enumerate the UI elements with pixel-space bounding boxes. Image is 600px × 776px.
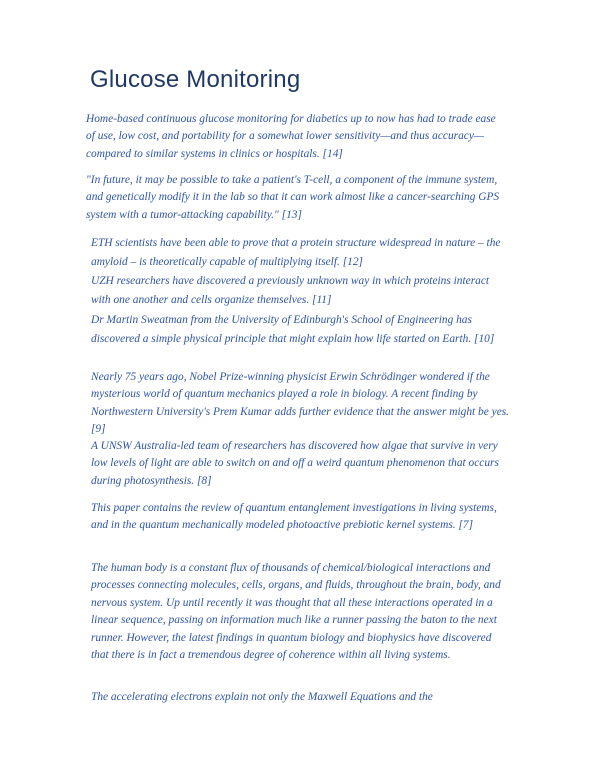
page-title: Glucose Monitoring xyxy=(90,66,301,93)
paragraph-tcell: "In future, it may be possible to take a patient's T-cell, a component of the immune system, and genetically modify it in the lab so that it can work almost like a cancer-searching GPS system with a tumor-attacking capability." [13] xyxy=(86,174,500,221)
paragraph-entanglement: This paper contains the review of quantum entanglement investigations in living systems, and in the quantum mechanically modeled photoactive prebiotic kernel systems. [7] xyxy=(91,502,497,532)
paragraph-human-body: The human body is a constant flux of thousands of chemical/biological interactions and processes connecting molecules, cells, organs, and fluids, throughout the brain, body, and nervous system. Up until recently it was thought that all these interactions operated in a linear sequence, passing on information much like a runner passing the baton to the next runner. However, the latest findings in quantum biology and biophysics have discovered that there is in fact a tremendous degree of coherence within all living systems. xyxy=(91,562,501,662)
paragraph-amyloid: ETH scientists have been able to prove that a protein structure widespread in nature – the amyloid – is theoretically capable of multiplying itself. [12] xyxy=(91,237,501,268)
paragraph-algae: A UNSW Australia-led team of researchers has discovered how algae that survive in very low levels of light are able to switch on and off a weird quantum phenomenon that occurs during photosynthesis. [8] xyxy=(91,440,499,487)
paragraph-glucose: Home-based continuous glucose monitoring for diabetics up to now has had to trade ease of use, low cost, and portability for a somewhat lower sensitivity—and thus accuracy—compared to similar systems in clinics or hospitals. [14] xyxy=(86,113,496,160)
paragraph-electrons: The accelerating electrons explain not only the Maxwell Equations and the xyxy=(91,691,433,703)
paragraph-schrodinger: Nearly 75 years ago, Nobel Prize-winning physicist Erwin Schrödinger wondered if the mysterious world of quantum mechanics played a role in biology. A recent finding by Northwestern University's Prem Kumar adds further evidence that the answer might be yes. [9] xyxy=(91,371,510,436)
paragraph-life-origin: Dr Martin Sweatman from the University of Edinburgh's School of Engineering has discovered a simple physical principle that might explain how life started on Earth. [10] xyxy=(91,314,495,345)
paragraph-proteins: UZH researchers have discovered a previously unknown way in which proteins interact with one another and cells organize themselves. [11] xyxy=(91,275,490,306)
